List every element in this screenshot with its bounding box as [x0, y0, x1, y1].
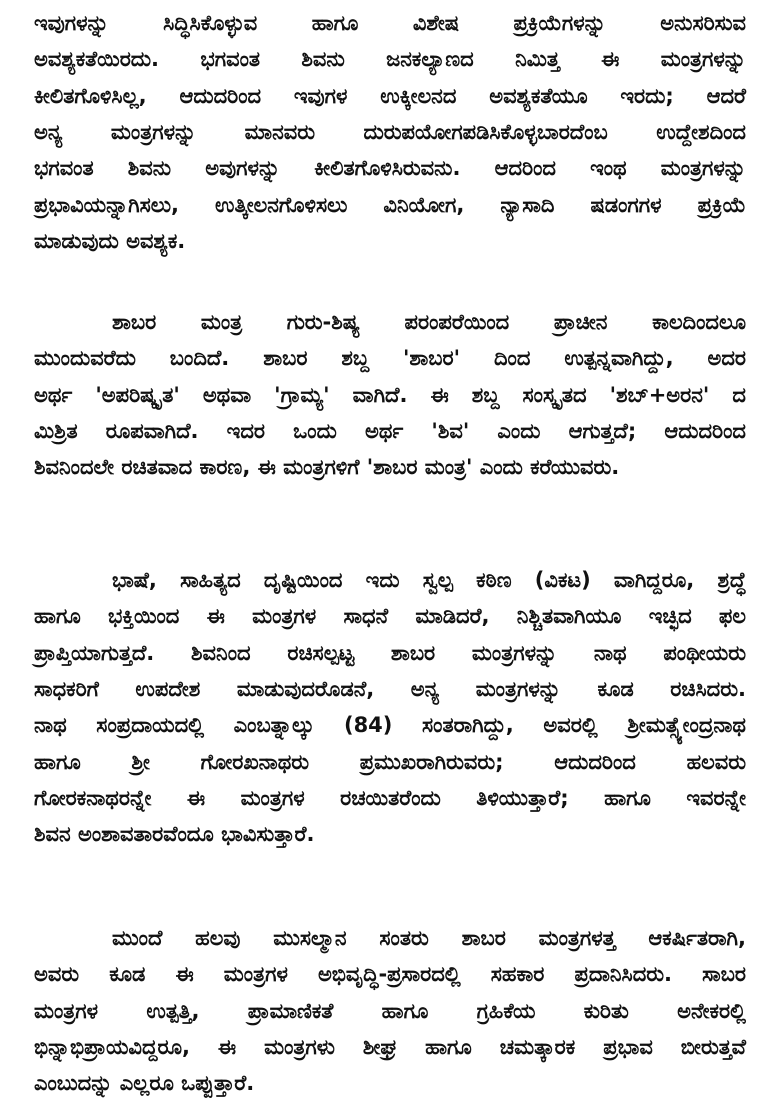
text-line: ಮುಂದುವರೆದು ಬಂದಿದೆ. ಶಾಬರ ಶಬ್ದ 'ಶಾಬರ' ದಿಂದ ಉತ್ಪನ್ನವಾಗಿದ್ದು, ಅದರ — [34, 346, 747, 371]
text-line: ಅನ್ಯ ಮಂತ್ರಗಳನ್ನು ಮಾನವರು ದುರುಪಯೋಗಪಡಿಸಿಕೊಳ್ಳಬಾರದೆಂಬ ಉದ್ದೇಶದಿಂದ — [34, 119, 746, 144]
text-line: ಹಾಗೂ ಶ್ರೀ ಗೋರಖನಾಥರು ಪ್ರಮುಖರಾಗಿರುವರು; ಆದುದರಿಂದ ಹಲವರು — [34, 749, 746, 774]
text-line: ಭಿನ್ನಾಭಿಪ್ರಾಯವಿದ್ದರೂ, ಈ ಮಂತ್ರಗಳು ಶೀಘ್ರ ಹಾಗೂ ಚಮತ್ಕಾರಕ ಪ್ರಭಾವ ಬೀರುತ್ತವೆ — [34, 1034, 746, 1059]
text-line: ಶಾಬರ ಮಂತ್ರ ಗುರು-ಶಿಷ್ಯ ಪರಂಪರೆಯಿಂದ ಪ್ರಾಚೀನ ಕಾಲದಿಂದಲೂ — [112, 310, 746, 334]
text-line: ಭಾಷೆ, ಸಾಹಿತ್ಯದ ದೃಷ್ಟಿಯಿಂದ ಇದು ಸ್ವಲ್ಪ ಕಠಿಣ (ವಿಕಟ) ವಾಗಿದ್ದರೂ, ಶ್ರದ್ಧೆ — [112, 568, 746, 592]
text-line: ಗೋರಕನಾಥರನ್ನೇ ಈ ಮಂತ್ರಗಳ ರಚಯಿತರೆಂದು ತಿಳಿಯುತ್ತಾರೆ; ಹಾಗೂ ಇವರನ್ನೇ — [34, 785, 746, 810]
text-line: ಅವಶ್ಯಕತೆಯಿರದು. ಭಗವಂತ ಶಿವನು ಜನಕಲ್ಯಾಣದ ನಿಮಿತ್ತ ಈ ಮಂತ್ರಗಳನ್ನು — [34, 47, 746, 72]
text-line: ಮಾಡುವುದು ಅವಶ್ಯಕ. — [34, 228, 186, 253]
text-line: ಮಂತ್ರಗಳ ಉತ್ಪತ್ತಿ, ಪ್ರಾಮಾಣಿಕತೆ ಹಾಗೂ ಗ್ರಹಿಕೆಯ ಕುರಿತು ಅನೇಕರಲ್ಲಿ — [34, 998, 746, 1023]
text-line: ಅರ್ಥ 'ಅಪರಿಷ್ಕೃತ' ಅಥವಾ 'ಗ್ರಾಮ್ಯ' ವಾಗಿದೆ. ಈ ಶಬ್ದ ಸಂಸ್ಕೃತದ 'ಶಬ್+ಅರನ' ದ — [34, 382, 746, 407]
text-line: ಅವರು ಕೂಡ ಈ ಮಂತ್ರಗಳ ಅಭಿವೃದ್ಧಿ-ಪ್ರಸಾರದಲ್ಲಿ ಸಹಕಾರ ಪ್ರದಾನಿಸಿದರು. ಸಾಬರ — [34, 962, 746, 987]
text-line: ನಾಥ ಸಂಪ್ರದಾಯದಲ್ಲಿ ಎಂಬತ್ನಾಲ್ಕು (84) ಸಂತರಾಗಿದ್ದು, ಅವರಲ್ಲಿ ಶ್ರೀಮತ್ಸ್ಯೇಂದ್ರನಾಥ — [34, 713, 746, 738]
text-line: ಶಿವನಿಂದಲೇ ರಚಿತವಾದ ಕಾರಣ, ಈ ಮಂತ್ರಗಳಿಗೆ 'ಶಾಬರ ಮಂತ್ರ' ಎಂದು ಕರೆಯುವರು. — [34, 455, 620, 480]
text-line: ಮುಂದೆ ಹಲವು ಮುಸಲ್ಮಾನ ಸಂತರು ಶಾಬರ ಮಂತ್ರಗಳತ್ತ ಆಕರ್ಷಿತರಾಗಿ, — [112, 926, 746, 950]
text-line: ಹಾಗೂ ಭಕ್ತಿಯಿಂದ ಈ ಮಂತ್ರಗಳ ಸಾಧನೆ ಮಾಡಿದರೆ, ನಿಶ್ಚಿತವಾಗಿಯೂ ಇಚ್ಛಿದ ಫಲ — [34, 604, 746, 629]
text-line: ಪ್ರಭಾವಿಯನ್ನಾಗಿಸಲು, ಉತ್ಕೀಲನಗೊಳಿಸಲು ವಿನಿಯೋಗ, ನ್ಯಾಸಾದಿ ಷಡಂಗಗಳ ಪ್ರಕ್ರಿಯೆ — [34, 192, 746, 217]
text-line: ಎಂಬುದನ್ನು ಎಲ್ಲರೂ ಒಪ್ಪುತ್ತಾರೆ. — [34, 1071, 255, 1096]
text-line: ಇವುಗಳನ್ನು ಸಿದ್ಧಿಸಿಕೊಳ್ಳುವ ಹಾಗೂ ವಿಶೇಷ ಪ್ರಕ್ರಿಯೆಗಳನ್ನು ಅನುಸರಿಸುವ — [34, 11, 746, 35]
text-line: ಪ್ರಾಪ್ತಿಯಾಗುತ್ತದೆ. ಶಿವನಿಂದ ರಚಿಸಲ್ಪಟ್ಟ ಶಾಬರ ಮಂತ್ರಗಳನ್ನು ನಾಥ ಪಂಥೀಯರು — [34, 640, 746, 665]
text-line: ಸಾಧಕರಿಗೆ ಉಪದೇಶ ಮಾಡುವುದರೊಡನೆ, ಅನ್ಯ ಮಂತ್ರಗಳನ್ನು ಕೂಡ ರಚಿಸಿದರು. — [34, 676, 746, 701]
text-line: ಶಿವನ ಅಂಶಾವತಾರವೆಂದೂ ಭಾವಿಸುತ್ತಾರೆ. — [34, 822, 315, 847]
text-line: ಕೀಲಿತಗೊಳಿಸಿಲ್ಲ, ಆದುದರಿಂದ ಇವುಗಳ ಉಕ್ಕೀಲನದ ಅವಶ್ಯಕತೆಯೂ ಇರದು; ಆದರೆ — [34, 83, 746, 108]
text-line: ಮಿಶ್ರಿತ ರೂಪವಾಗಿದೆ. ಇದರ ಒಂದು ಅರ್ಥ 'ಶಿವ' ಎಂದು ಆಗುತ್ತದೆ; ಆದುದರಿಂದ — [34, 418, 746, 443]
text-line: ಭಗವಂತ ಶಿವನು ಅವುಗಳನ್ನು ಕೀಲಿತಗೊಳಿಸಿರುವನು. ಆದರಿಂದ ಇಂಥ ಮಂತ್ರಗಳನ್ನು — [34, 156, 746, 181]
